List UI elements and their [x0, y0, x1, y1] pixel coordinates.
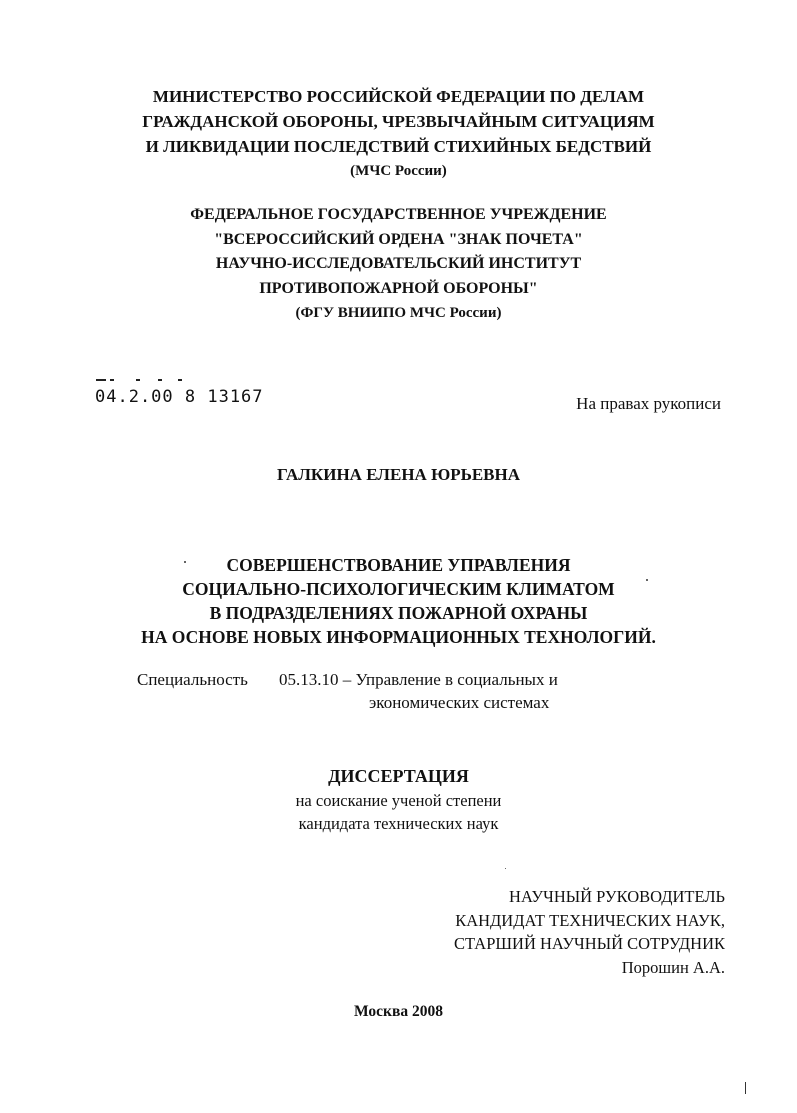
- degree-line-2: кандидата технических наук: [298, 814, 499, 833]
- stamp-tick-marks: [96, 376, 196, 382]
- dissertation-heading: ДИССЕРТАЦИЯ: [328, 766, 469, 786]
- dissertation-block: [0, 763, 797, 835]
- degree-line-1: на соискание ученой степени: [295, 791, 502, 810]
- institute-header: [0, 203, 797, 326]
- institute-line-1: ФЕДЕРАЛЬНОЕ ГОСУДАРСТВЕННОЕ УЧРЕЖДЕНИЕ: [190, 206, 607, 223]
- supervisor-block: [454, 885, 725, 979]
- ministry-header: [0, 84, 797, 184]
- city-year: Москва 2008: [354, 1003, 443, 1020]
- title-line-4: НА ОСНОВЕ НОВЫХ ИНФОРМАЦИОННЫХ ТЕХНОЛОГИЙ.: [141, 627, 656, 647]
- ministry-line-3: И ЛИКВИДАЦИИ ПОСЛЕДСТВИЙ СТИХИЙНЫХ БЕДСТВИЙ: [145, 137, 652, 156]
- supervisor-role: НАУЧНЫЙ РУКОВОДИТЕЛЬ: [509, 887, 725, 906]
- scan-speck: [745, 1082, 746, 1094]
- institute-line-4: ПРОТИВОПОЖАРНОЙ ОБОРОНЫ": [259, 279, 538, 297]
- ministry-line-2: ГРАЖДАНСКОЙ ОБОРОНЫ, ЧРЕЗВЫЧАЙНЫМ СИТУАЦИЯМ: [142, 112, 655, 131]
- dissertation-title: [0, 553, 797, 649]
- specialty-block: [137, 668, 558, 714]
- title-line-1: СОВЕРШЕНСТВОВАНИЕ УПРАВЛЕНИЯ: [226, 555, 571, 575]
- supervisor-name: Порошин А.А.: [621, 957, 725, 977]
- institute-line-2: "ВСЕРОССИЙСКИЙ ОРДЕНА "ЗНАК ПОЧЕТА": [214, 230, 583, 248]
- supervisor-degree: КАНДИДАТ ТЕХНИЧЕСКИХ НАУК,: [455, 910, 725, 930]
- ministry-abbreviation: (МЧС России): [350, 163, 447, 179]
- title-line-3: В ПОДРАЗДЕЛЕНИЯХ ПОЖАРНОЙ ОХРАНЫ: [209, 603, 588, 623]
- specialty-continuation: экономических системах: [369, 693, 550, 712]
- ministry-line-1: МИНИСТЕРСТВО РОССИЙСКОЙ ФЕДЕРАЦИИ ПО ДЕЛАМ: [152, 87, 645, 106]
- institute-line-3: НАУЧНО-ИССЛЕДОВАТЕЛЬСКИЙ ИНСТИТУТ: [215, 255, 582, 272]
- specialty-code-name: 05.13.10 – Управление в социальных и: [279, 670, 558, 689]
- specialty-label: Специальность: [137, 670, 248, 689]
- author-name: ГАЛКИНА ЕЛЕНА ЮРЬЕВНА: [276, 465, 521, 484]
- title-line-2: СОЦИАЛЬНО-ПСИХОЛОГИЧЕСКИМ КЛИМАТОМ: [182, 579, 615, 599]
- registration-stamp: 04.2.00 8 13167: [95, 387, 264, 407]
- supervisor-position: СТАРШИЙ НАУЧНЫЙ СОТРУДНИК: [454, 934, 725, 953]
- institute-abbreviation: (ФГУ ВНИИПО МЧС России): [295, 305, 502, 321]
- manuscript-rights-label: На правах рукописи: [576, 394, 721, 413]
- scan-speck: [505, 868, 506, 869]
